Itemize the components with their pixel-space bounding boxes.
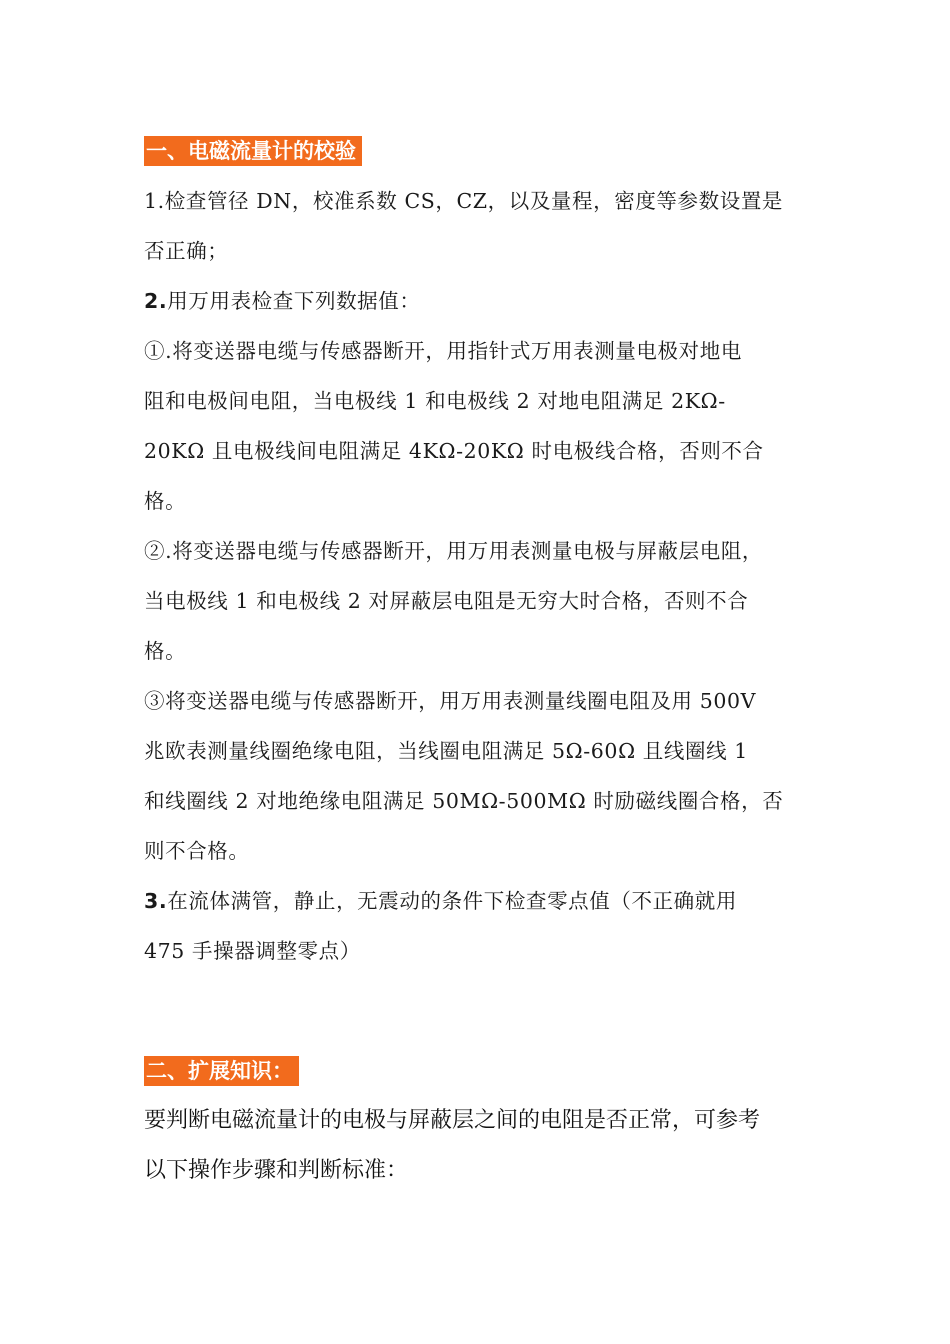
item-number: 2. [144, 289, 168, 313]
paragraph-line: 兆欧表测量线圈绝缘电阻，当线圈电阻满足 5Ω-60Ω 且线圈线 1 [144, 739, 748, 763]
paragraph-line: 当电极线 1 和电极线 2 对屏蔽层电阻是无穷大时合格，否则不合 [144, 589, 749, 613]
paragraph-line: 和线圈线 2 对地绝缘电阻满足 50MΩ-500MΩ 时励磁线圈合格，否 [144, 789, 784, 813]
paragraph-line: 20KΩ 且电极线间电阻满足 4KΩ-20KΩ 时电极线合格，否则不合 [144, 439, 764, 463]
paragraph-line: 否正确； [144, 239, 229, 263]
paragraph-line: 1.检查管径 DN，校准系数 CS，CZ，以及量程，密度等参数设置是 [144, 189, 784, 213]
paragraph-line: 475 手操器调整零点） [144, 939, 361, 963]
item-number: 3. [144, 889, 168, 913]
paragraph-line: 以下操作步骤和判断标准： [144, 1158, 409, 1183]
section-heading-extended-knowledge: 二、扩展知识： [144, 1056, 299, 1086]
section-heading-calibration: 一、电磁流量计的校验 [144, 136, 362, 166]
paragraph-line: ①.将变送器电缆与传感器断开，用指针式万用表测量电极对地电 [144, 339, 742, 363]
paragraph-line: 要判断电磁流量计的电极与屏蔽层之间的电阻是否正常，可参考 [144, 1108, 761, 1133]
paragraph-line-item-3 [144, 876, 824, 926]
item-text: 在流体满管，静止，无震动的条件下检查零点值（不正确就用 [167, 889, 737, 913]
paragraph-line: 格。 [144, 489, 187, 513]
paragraph-line: ③将变送器电缆与传感器断开，用万用表测量线圈电阻及用 500V [144, 689, 757, 713]
item-text: 用万用表检查下列数据值： [167, 289, 421, 313]
paragraph-line-item-2 [144, 276, 824, 326]
paragraph-line: 阻和电极间电阻，当电极线 1 和电极线 2 对地电阻满足 2KΩ- [144, 389, 726, 413]
paragraph-line: 格。 [144, 639, 187, 663]
paragraph-line: ②.将变送器电缆与传感器断开，用万用表测量电极与屏蔽层电阻， [144, 539, 764, 563]
paragraph-line: 则不合格。 [144, 839, 250, 863]
